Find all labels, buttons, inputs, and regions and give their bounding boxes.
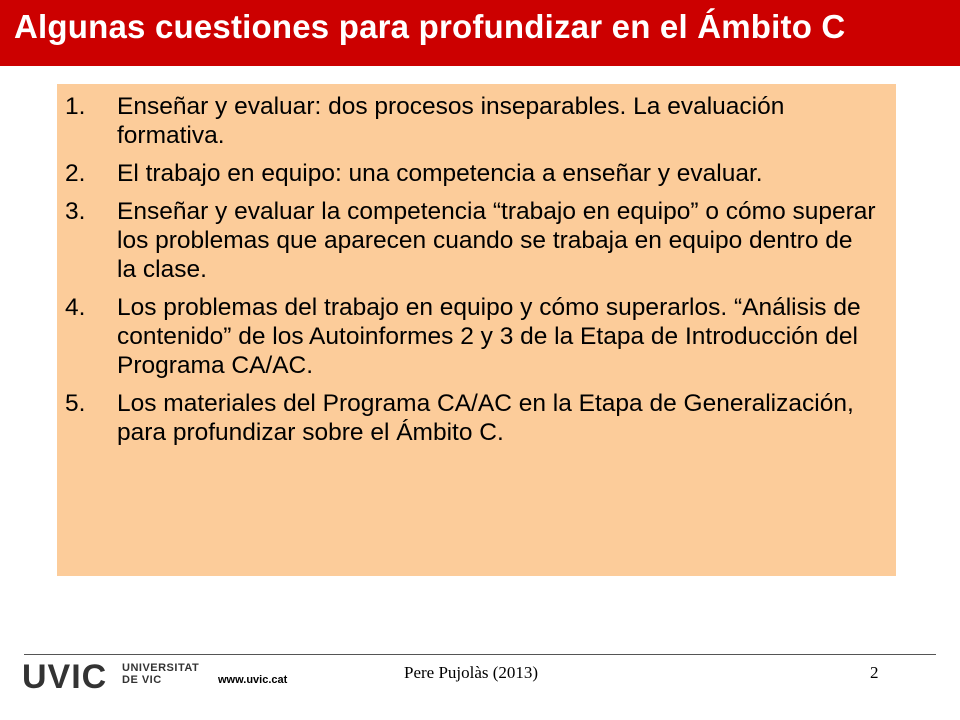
uvic-logo bbox=[22, 660, 222, 694]
item-text: Enseñar y evaluar la competencia “trabajo en equipo” o cómo superar los problemas que aparecen cuando se trabaja en equipo dentro de la clase. bbox=[117, 198, 876, 283]
list-item bbox=[57, 159, 896, 188]
footer-author: Pere Pujolàs (2013) bbox=[404, 663, 539, 682]
item-text: Enseñar y evaluar: dos procesos inseparables. La evaluación formativa. bbox=[117, 93, 785, 149]
item-text: Los materiales del Programa CA/AC en la Etapa de Generalización, para profundizar sobre el Ámbito C. bbox=[117, 390, 854, 446]
slide-title: Algunas cuestiones para profundizar en el Ámbito C bbox=[14, 8, 846, 45]
list-item bbox=[57, 389, 896, 447]
item-number: 1. bbox=[65, 93, 86, 120]
logo-subtitle-line2: DE VIC bbox=[122, 674, 162, 686]
content-box bbox=[57, 84, 896, 576]
footer-divider bbox=[24, 654, 936, 655]
item-number: 5. bbox=[65, 390, 86, 417]
item-number: 4. bbox=[65, 294, 86, 321]
page-number: 2 bbox=[870, 663, 879, 682]
title-bar bbox=[0, 0, 960, 66]
logo-subtitle bbox=[122, 662, 199, 686]
footer-url[interactable]: www.uvic.cat bbox=[218, 674, 288, 686]
item-number: 2. bbox=[65, 160, 86, 187]
item-text: Los problemas del trabajo en equipo y cómo superarlos. “Análisis de contenido” de los Autoinformes 2 y 3 de la Etapa de Introducción del Programa CA/AC. bbox=[117, 294, 861, 379]
list-item bbox=[57, 92, 896, 150]
list-item bbox=[57, 293, 896, 380]
item-text: El trabajo en equipo: una competencia a enseñar y evaluar. bbox=[117, 160, 763, 187]
list-item bbox=[57, 197, 896, 284]
question-list bbox=[57, 92, 896, 456]
item-number: 3. bbox=[65, 198, 86, 225]
logo-wordmark: UVIC bbox=[22, 658, 108, 696]
logo-subtitle-line1: UNIVERSITAT bbox=[122, 662, 200, 674]
